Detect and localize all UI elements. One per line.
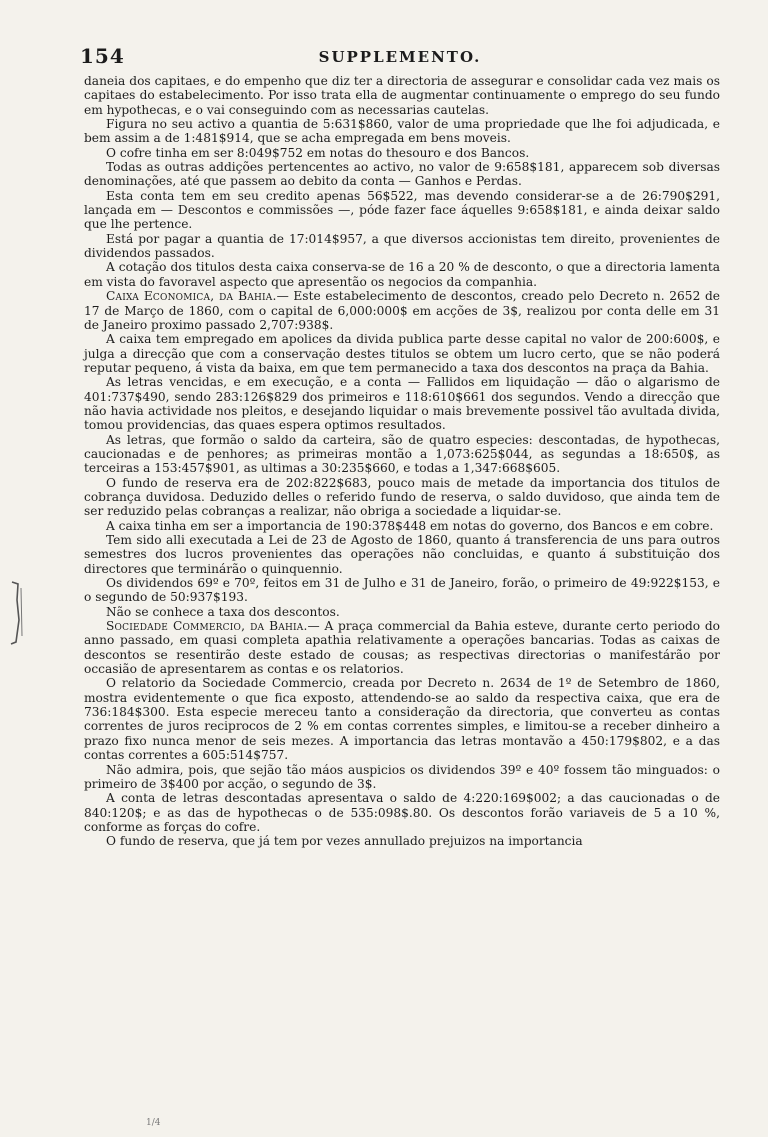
paragraph-19: Não admira, pois, que sejão tão máos auspicios os dividendos 39º e 40º fossem tão minguados: o primeiro de 3$400 por acção, o segundo de 3$.	[84, 762, 720, 791]
paragraph-2: Figura no seu activo a quantia de 5:631$860, valor de uma propriedade que lhe foi adjudicada, e bem assim a de 1:481$914, que se acha empregada em bens moveis.	[84, 117, 720, 146]
paragraph-6: Está por pagar a quantia de 17:014$957, a que diversos accionistas tem direito, provenientes de dividendos passados.	[84, 231, 720, 261]
paragraph-10: As letras vencidas, e em execução, e a conta — Fallidos em liquidação — dão o algarismo de 401:737$490, sendo 283:126$829 dos primeiros e 118:610$661 dos segundos. Vendo a direcção que não havia actividade nos pleitos, e desejando liquidar o mais brevemente possivel tão avultada divida, tomou providencias, das quaes espera optimos resultados.	[84, 375, 720, 433]
paragraph-9: A caixa tem empregado em apolices da divida publica parte desse capital no valor de 200:600$, e julga a direcção que com a conservação destes titulos se obtem um lucro certo, que se não poderá reputar pequeno, á vista da baixa, em que tem permanecido a taxa dos descontos na praça da Bahia.	[84, 332, 720, 375]
paragraph-16: Não se conhece a taxa dos descontos.	[106, 604, 340, 619]
page-number: 154	[80, 44, 125, 68]
paragraph-18: O relatorio da Sociedade Commercio, creada por Decreto n. 2634 de 1º de Setembro de 1860, mostra evidentemente o que fica exposto, attendendo-se ao saldo da respectiva caixa, que era de 736:184$300. Esta especie mereceu tanto a consideração da directoria, que converteu as contas correntes de juros reciprocos de 2 % em contas correntes simples, e limitou-se a receber dinheiro a prazo fixo nunca menor de seis mezes. A importancia das letras montavão a 450:179$802, e a das contas correntes a 605:514$757.	[84, 676, 720, 763]
body-text	[84, 74, 720, 849]
paragraph-12: O fundo de reserva era de 202:822$683, pouco mais de metade da importancia dos titulos de cobrança duvidosa. Deduzido delles o referido fundo de reserva, o saldo duvidoso, que ainda tem de ser reduzido pelas cobranças a realizar, não obriga a sociedade a liquidar-se.	[84, 475, 720, 519]
paragraph-5: Esta conta tem em seu credito apenas 56$522, mas devendo considerar-se a de 26:790$291, lançada em — Descontos e commissões —, póde fazer face áquelles 9:658$181, e ainda deixar saldo que lhe pertence.	[84, 188, 720, 232]
section-heading: Caixa Economica, da Bahia.	[106, 289, 277, 304]
paragraph-21: O fundo de reserva, que já tem por vezes annullado prejuizos na importancia	[106, 834, 583, 849]
paragraph-1: daneia dos capitaes, e do empenho que diz ter a directoria de assegurar e consolidar cada vez mais os capitaes do estabelecimento. Por isso trata ella de augmentar continuamente o emprego do seu fundo em hypothecas, e o vai conseguindo com as necessarias cautelas.	[84, 74, 720, 117]
paragraph-11: As letras, que formão o saldo da carteira, são de quatro especies: descontadas, de hypothecas, caucionadas e de penhores; as primeiras montão a 1,073:625$044, as segundas a 18:650$, as terceiras a 153:457$901, as ultimas a 30:235$660, e todas a 1,347:668$605.	[84, 432, 720, 476]
paragraph-20: A conta de letras descontadas apresentava o saldo de 4:220:169$002; a das caucionadas o de 840:120$; e as das de hypothecas o de 535:098$.80. Os descontos forão variaveis de 5 a 10 %, conforme as forças do cofre.	[84, 791, 720, 834]
paragraph-3: O cofre tinha em ser 8:049$752 em notas do thesouro e dos Bancos.	[106, 145, 530, 160]
margin-bracket-mark	[8, 580, 26, 646]
paragraph-15: Os dividendos 69º e 70º, feitos em 31 de Julho e 31 de Janeiro, forão, o primeiro de 49:922$153, e o segundo de 50:937$193.	[84, 576, 720, 605]
paragraph-7: A cotação dos titulos desta caixa conserva-se de 16 a 20 % de desconto, o que a directoria lamenta em vista do favoravel aspecto que apresentão os negocios da companhia.	[84, 260, 720, 289]
running-title: SUPPLEMENTO.	[318, 48, 482, 66]
paragraph-4: Todas as outras addições pertencentes ao activo, no valor de 9:658$181, apparecem sob diversas denominações, até que passem ao debito da conta — Ganhos e Perdas.	[84, 160, 720, 189]
paragraph-caixa-economica: Caixa Economica, da Bahia.— Este estabelecimento de descontos, creado pelo Decreto n. 2652 de 17 de Março de 1860, com o capital de 6,000:000$ em acções de 3$, realizou por conta delle em 31 de Janeiro proximo passado 2,707:938$.	[84, 289, 720, 332]
paragraph-sociedade-commercio: Sociedade Commercio, da Bahia.— A praça commercial da Bahia esteve, durante certo periodo do anno passado, em quasi completa apathia relativamente a operações bancarias. Todas as caixas de descontos se resentirão deste estado de cousas; as respectivas directorias o manifestárão por occasião de apresentarem as contas e os relatorios.	[84, 619, 720, 677]
bottom-mark: 1/4	[146, 1118, 161, 1128]
section-heading: Sociedade Commercio, da Bahia.	[106, 619, 308, 634]
paragraph-14: Tem sido alli executada a Lei de 23 de Agosto de 1860, quanto á transferencia de uns para outros semestres dos lucros provenientes das operações não concluidas, e quanto á substituição dos directores que terminárão o quinquennio.	[84, 533, 720, 576]
paragraph-13: A caixa tinha em ser a importancia de 190:378$448 em notas do governo, dos Bancos e em cobre.	[106, 518, 714, 533]
page-header	[80, 44, 720, 70]
